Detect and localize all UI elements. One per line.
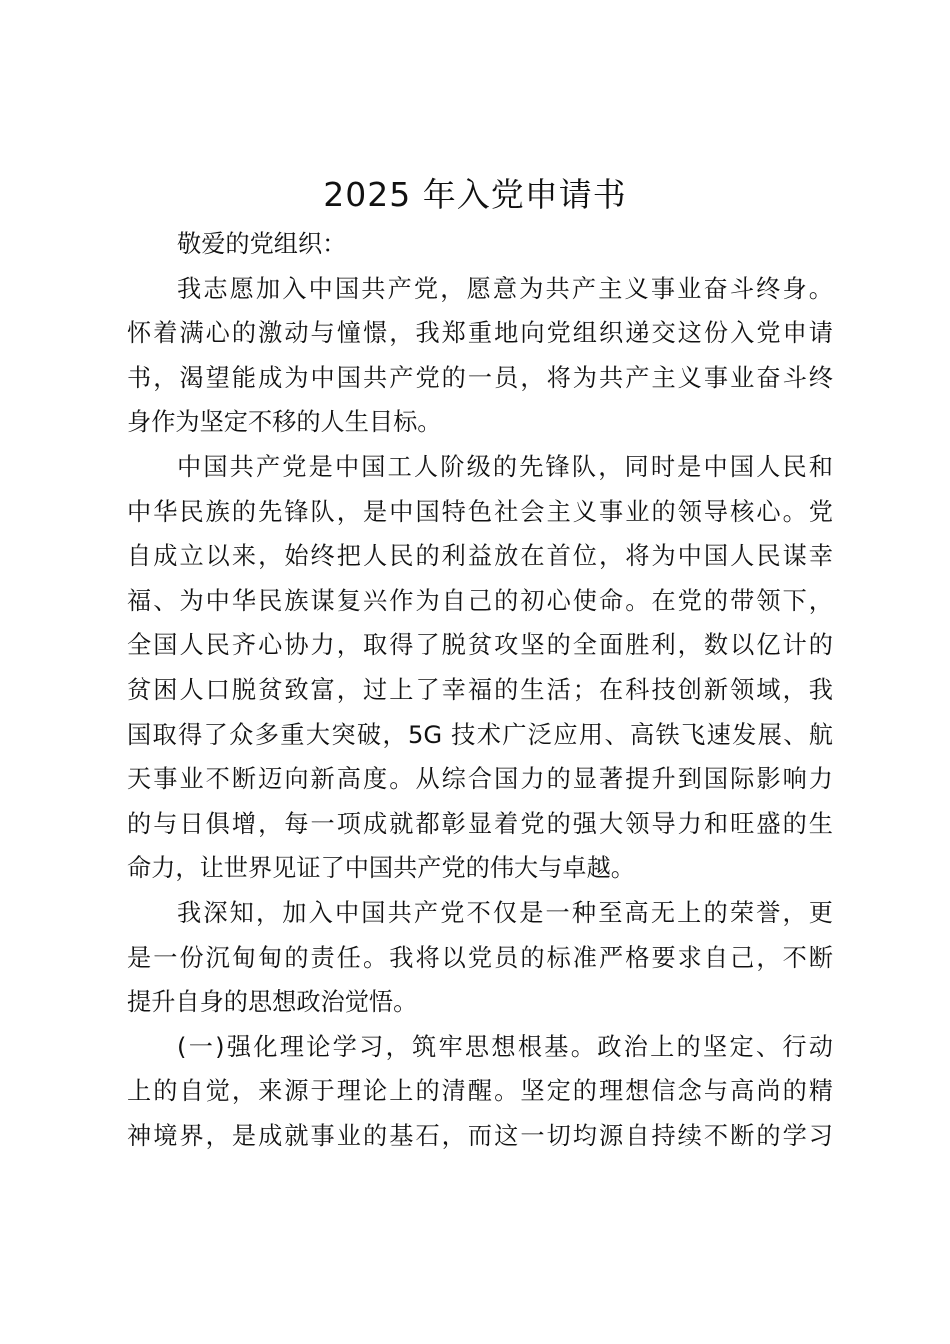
body-text-line: 全国人民齐心协力，取得了脱贫攻坚的全面胜利，数以亿计的: [127, 631, 833, 660]
body-text-line: 书，渴望能成为中国共产党的一员，将为共产主义事业奋斗终: [127, 363, 833, 392]
document-title: 2025 年入党申请书: [323, 175, 627, 214]
body-text-line: 是一份沉甸甸的责任。我将以党员的标准严格要求自己，不断: [127, 943, 833, 972]
body-text-line: 国取得了众多重大突破，5G 技术广泛应用、高铁飞速发展、航: [127, 720, 833, 749]
body-text-line: 天事业不断迈向新高度。从综合国力的显著提升到国际影响力: [127, 765, 833, 794]
body-text-line: 自成立以来，始终把人民的利益放在首位，将为中国人民谋幸: [127, 542, 833, 571]
document-body: [127, 222, 833, 1158]
body-text-line: 神境界，是成就事业的基石，而这一切均源自持续不断的学习: [127, 1121, 833, 1150]
body-text-line: 上的自觉，来源于理论上的清醒。坚定的理想信念与高尚的精: [127, 1077, 833, 1106]
body-text-line: 福、为中华民族谋复兴作为自己的初心使命。在党的带领下，: [127, 586, 833, 615]
body-text-line: 身作为坚定不移的人生目标。: [127, 408, 442, 437]
body-text-line: 中国共产党是中国工人阶级的先锋队，同时是中国人民和: [177, 452, 833, 481]
body-text-line: 敬爱的党组织：: [177, 230, 347, 258]
body-text-line: 我深知，加入中国共产党不仅是一种至高无上的荣誉，更: [177, 898, 833, 927]
body-text-line: 我志愿加入中国共产党，愿意为共产主义事业奋斗终身。: [177, 274, 833, 303]
body-text-line: 命力，让世界见证了中国共产党的伟大与卓越。: [127, 854, 635, 883]
body-text-line: 的与日俱增，每一项成就都彰显着党的强大领导力和旺盛的生: [127, 809, 833, 838]
body-text-line: (一)强化理论学习，筑牢思想根基。政治上的坚定、行动: [177, 1032, 833, 1061]
body-text-line: 中华民族的先锋队，是中国特色社会主义事业的领导核心。党: [127, 497, 833, 526]
body-text-line: 怀着满心的激动与憧憬，我郑重地向党组织递交这份入党申请: [127, 319, 833, 348]
body-text-line: 贫困人口脱贫致富，过上了幸福的生活；在科技创新领域，我: [127, 675, 833, 704]
body-text-line: 提升自身的思想政治觉悟。: [127, 988, 418, 1017]
